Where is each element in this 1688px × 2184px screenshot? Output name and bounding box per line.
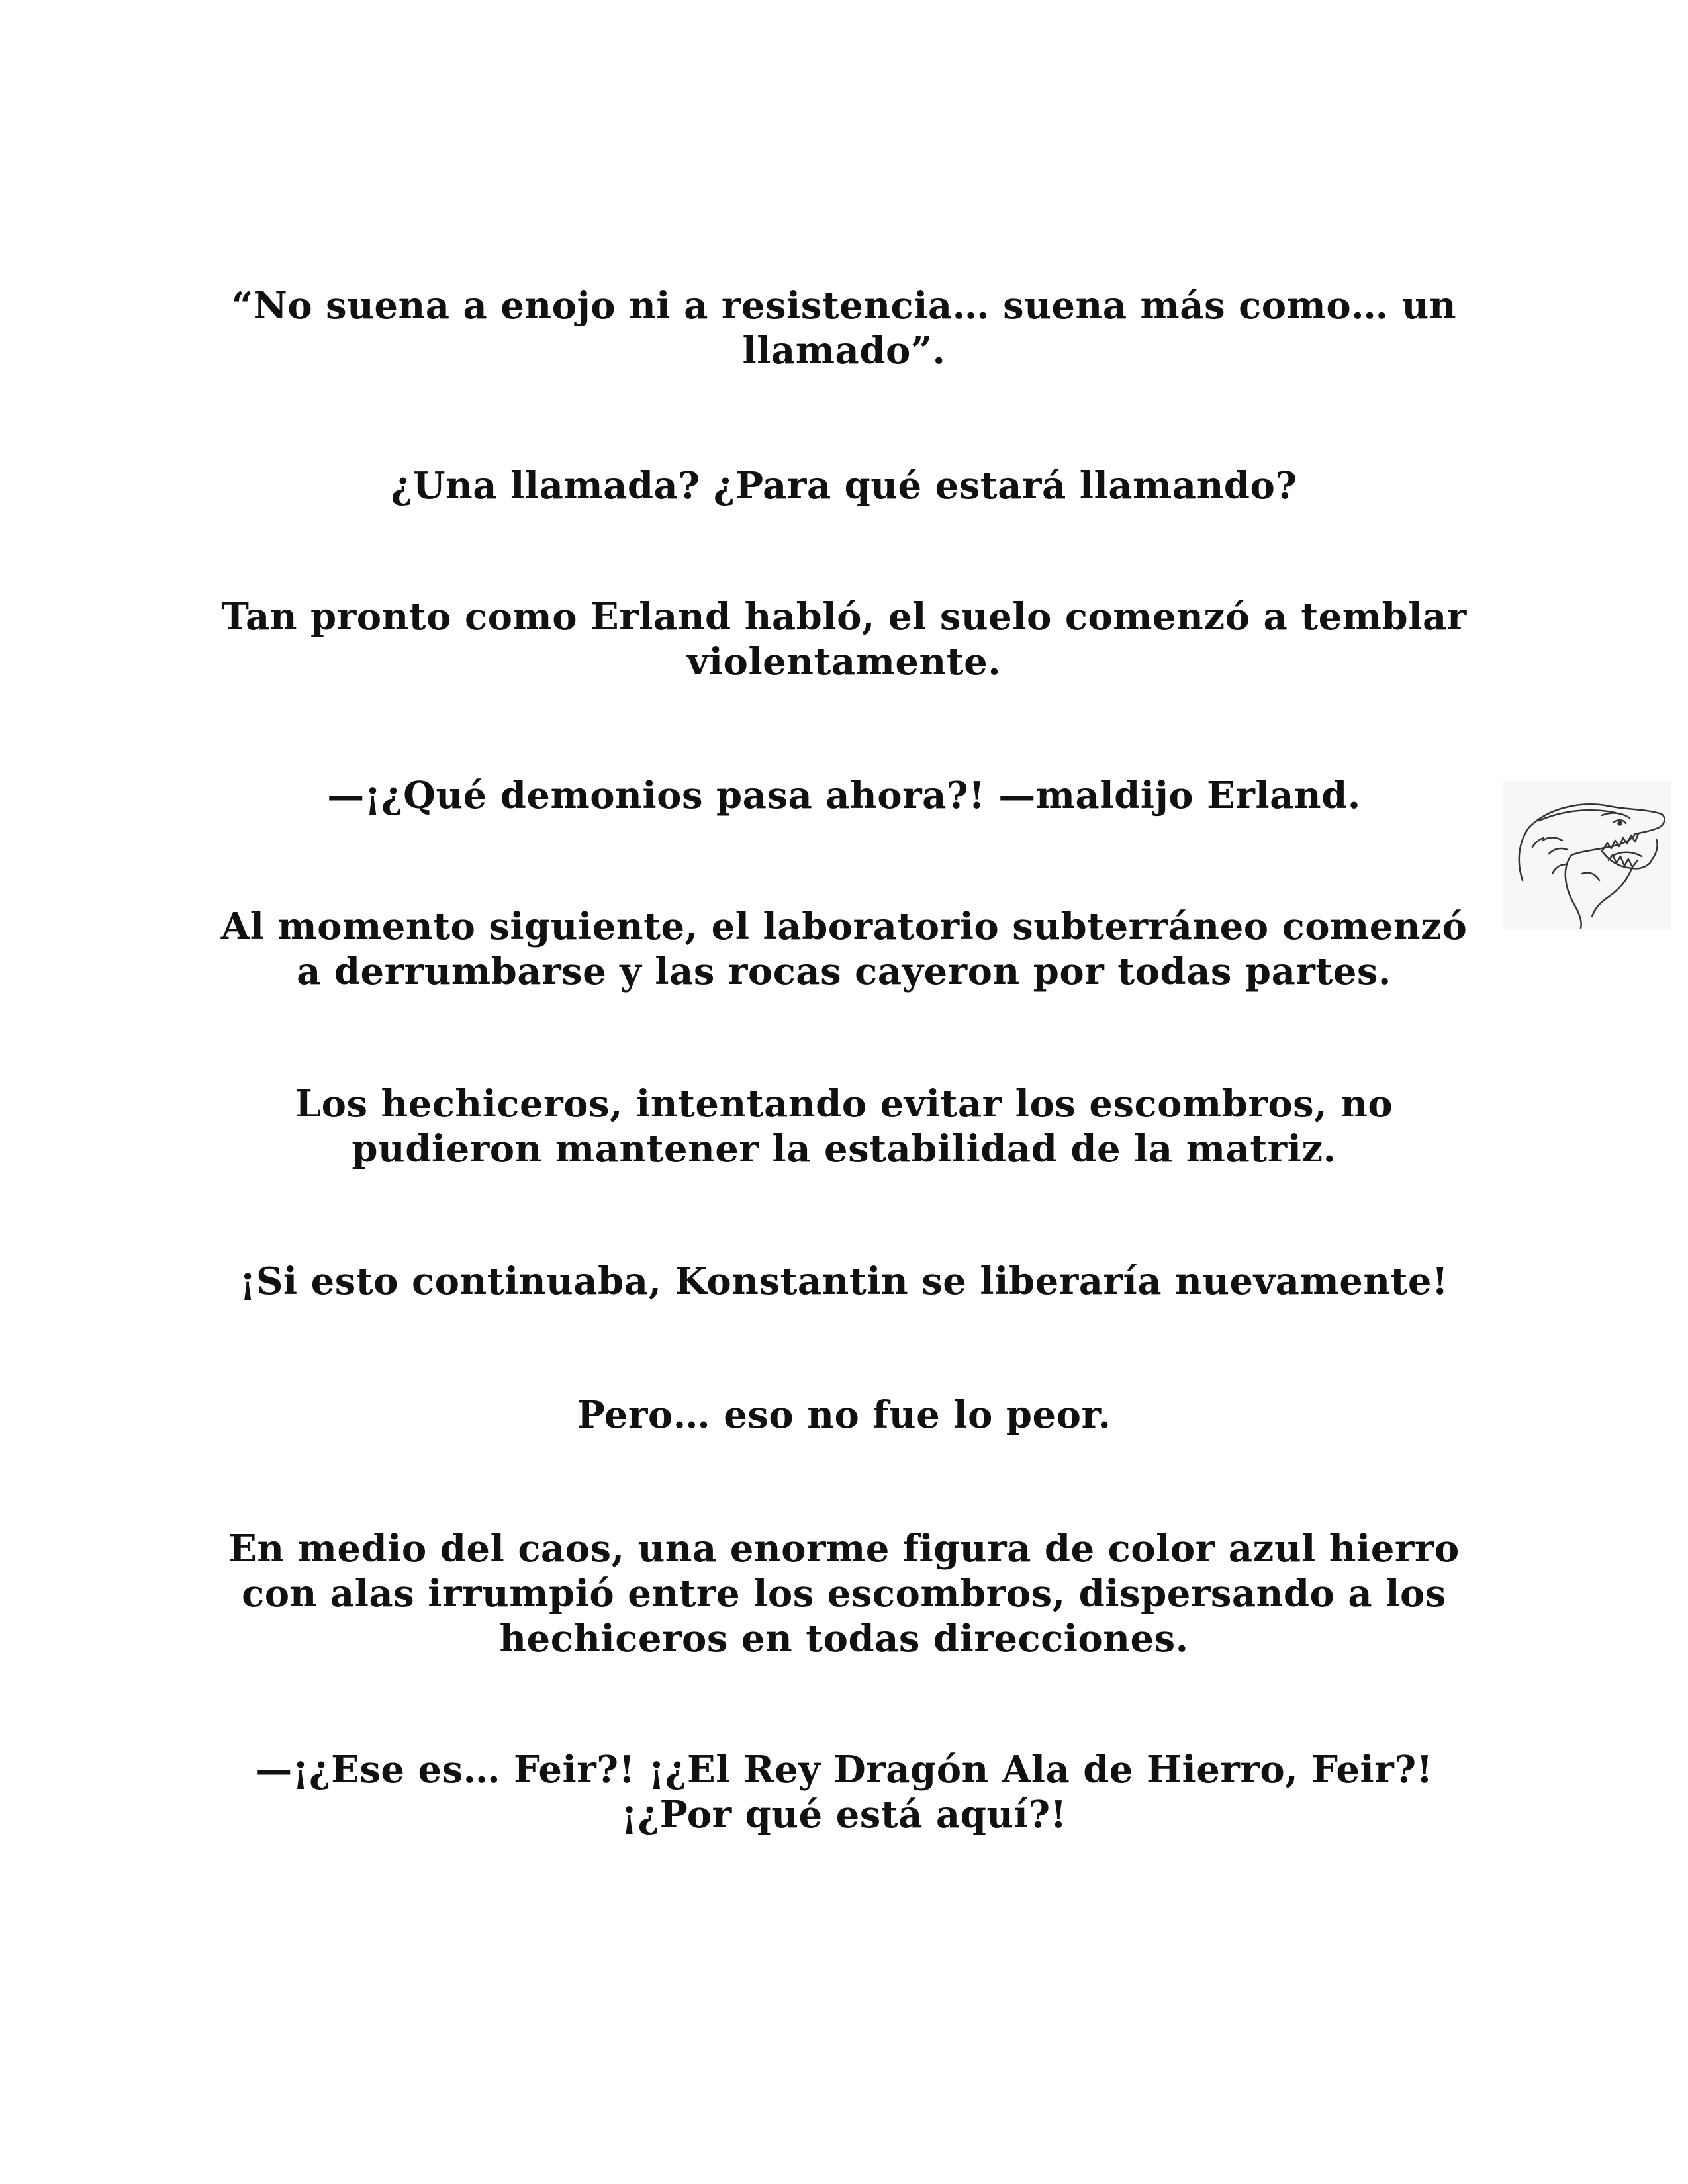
paragraph-6: Los hechiceros, intentando evitar los escombros, no pudieron mantener la estabilidad de la matriz.	[295, 1082, 1393, 1171]
dinosaur-head-sketch-icon	[1503, 781, 1671, 930]
paragraph-8: Pero… eso no fue lo peor.	[577, 1393, 1111, 1437]
paragraph-4: —¡¿Qué demonios pasa ahora?! —maldijo Erland.	[327, 774, 1361, 817]
paragraph-5: Al momento siguiente, el laboratorio subterráneo comenzó a derrumbarse y las rocas cayeron por todas partes.	[220, 905, 1468, 993]
paragraph-3: Tan pronto como Erland habló, el suelo comenzó a temblar violentamente.	[221, 595, 1467, 684]
paragraph-1: “No suena a enojo ni a resistencia… suena más como… un llamado”.	[231, 284, 1457, 373]
paragraph-7: ¡Si esto continuaba, Konstantin se liberaría nuevamente!	[239, 1259, 1449, 1303]
paragraph-9: En medio del caos, una enorme figura de color azul hierro con alas irrumpió entre los escombros, dispersando a los hechiceros en todas direcciones.	[228, 1527, 1460, 1661]
paragraph-2: ¿Una llamada? ¿Para qué estará llamando?	[391, 464, 1297, 508]
paragraph-10: —¡¿Ese es… Feir?! ¡¿El Rey Dragón Ala de Hierro, Feir?! ¡¿Por qué está aquí?!	[255, 1748, 1433, 1837]
